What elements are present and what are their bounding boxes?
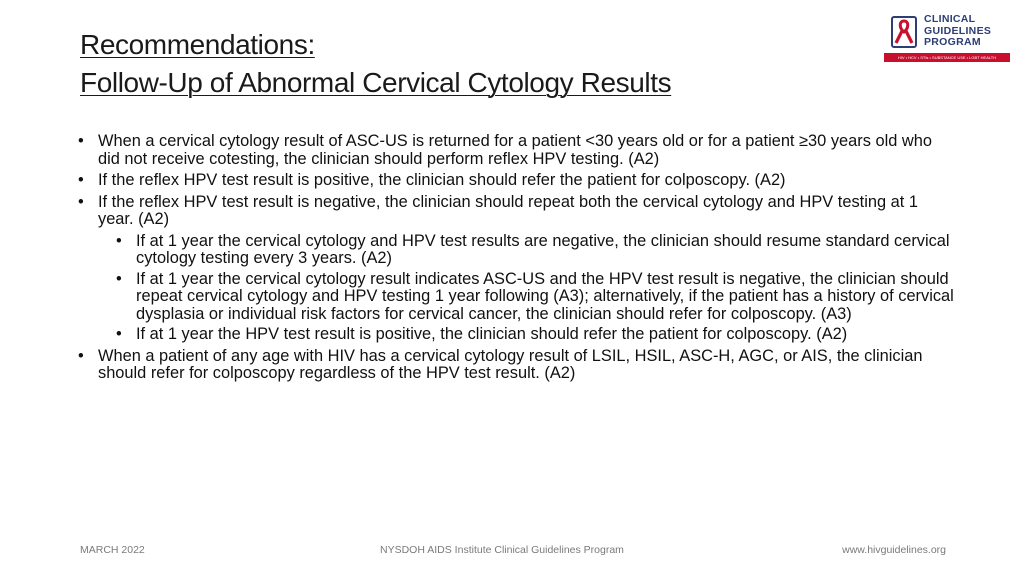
logo-tagline: HIV • HCV • STIs • SUBSTANCE USE • LGBT HEALTH bbox=[884, 53, 1010, 62]
sub-list-item: • If at 1 year the cervical cytology and HPV test results are negative, the clinician should resume standard cervical cytology testing every 3 years. (A2) bbox=[98, 233, 958, 268]
title-line-2: Follow-Up of Abnormal Cervical Cytology Results bbox=[80, 67, 672, 98]
list-item: • When a cervical cytology result of ASC-US is returned for a patient <30 years old or for a patient ≥30 years old who did not receive cotesting, the clinician should perform reflex HPV testing. (A2) bbox=[78, 133, 958, 168]
logo-line-3: PROGRAM bbox=[924, 36, 981, 48]
list-item-text: If the reflex HPV test result is negative, the clinician should repeat both the cervical cytology and HPV testing at 1 year. (A2) bbox=[98, 192, 918, 228]
title-line-1: Recommendations: bbox=[80, 29, 315, 60]
list-item: • If the reflex HPV test result is positive, the clinician should refer the patient for colposcopy. (A2) bbox=[78, 172, 958, 190]
sub-list bbox=[98, 233, 958, 344]
sub-list-item: • If at 1 year the HPV test result is positive, the clinician should refer the patient for colposcopy. (A2) bbox=[98, 326, 958, 344]
red-ribbon-icon bbox=[893, 18, 915, 46]
logo-line-2: GUIDELINES bbox=[924, 24, 992, 37]
footer-url: www.hivguidelines.org bbox=[842, 544, 946, 556]
list-item bbox=[78, 194, 958, 344]
footer-date: MARCH 2022 bbox=[80, 544, 145, 556]
list-item: • When a patient of any age with HIV has a cervical cytology result of LSIL, HSIL, ASC-H, AGC, or AIS, the clinician should refer for colposcopy regardless of the HPV test result. (A2) bbox=[78, 348, 958, 383]
logo-text bbox=[924, 14, 991, 49]
footer-program: NYSDOH AIDS Institute Clinical Guidelines Program bbox=[380, 544, 624, 556]
sub-list-item: • If at 1 year the cervical cytology result indicates ASC-US and the HPV test result is negative, the clinician should repeat cervical cytology and HPV testing 1 year following (A3); alternatively, if the patient has a history of cervical dysplasia or individual risk factors for cervical cancer, the clinician should refer for colposcopy. (A3) bbox=[98, 271, 958, 324]
clinical-guidelines-logo bbox=[884, 14, 1010, 64]
logo-frame bbox=[891, 16, 917, 48]
logo-line-1: CLINICAL bbox=[924, 13, 976, 25]
slide-title bbox=[80, 26, 671, 102]
recommendations-list bbox=[78, 133, 958, 387]
